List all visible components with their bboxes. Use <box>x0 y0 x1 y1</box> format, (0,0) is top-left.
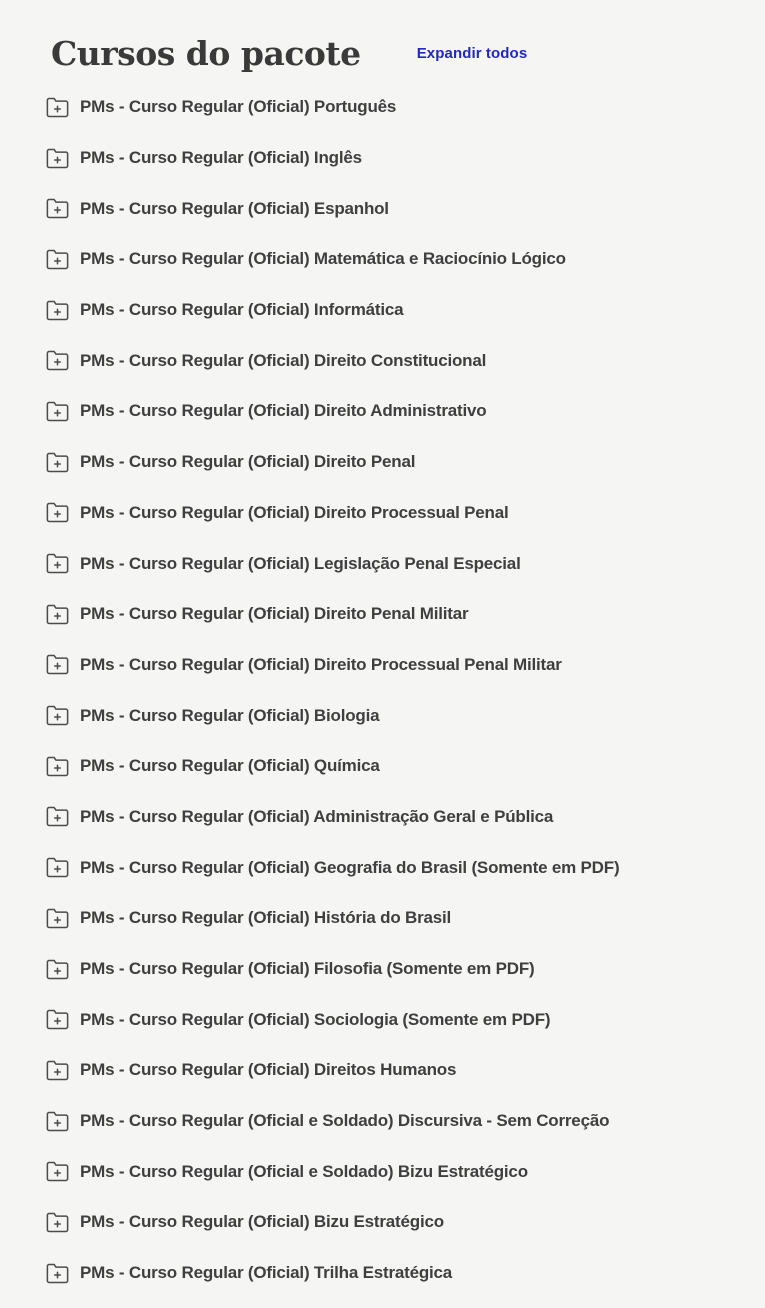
course-item[interactable] <box>46 1045 735 1096</box>
course-label: PMs - Curso Regular (Oficial) Legislação Penal Especial <box>80 553 521 573</box>
folder-plus-icon[interactable] <box>46 1212 69 1233</box>
course-label: PMs - Curso Regular (Oficial) Filosofia (Somente em PDF) <box>80 959 535 979</box>
folder-plus-icon[interactable] <box>46 300 69 321</box>
course-item[interactable] <box>46 538 735 589</box>
course-item[interactable] <box>46 1248 735 1299</box>
course-item[interactable] <box>46 285 735 336</box>
course-label: PMs - Curso Regular (Oficial) Direito Constitucional <box>80 350 487 370</box>
course-item[interactable] <box>46 1096 735 1147</box>
course-item[interactable] <box>46 82 735 133</box>
course-label: PMs - Curso Regular (Oficial) Matemática e Raciocínio Lógico <box>80 249 566 269</box>
page-title: Cursos do pacote <box>51 33 361 73</box>
course-list <box>46 82 735 1299</box>
folder-plus-icon[interactable] <box>46 705 69 726</box>
course-item[interactable] <box>46 488 735 539</box>
course-label: PMs - Curso Regular (Oficial) Informática <box>80 300 404 320</box>
course-label: PMs - Curso Regular (Oficial e Soldado) Discursiva - Sem Correção <box>80 1111 610 1131</box>
course-item[interactable] <box>46 944 735 995</box>
course-item[interactable] <box>46 893 735 944</box>
header <box>46 32 735 74</box>
course-label: PMs - Curso Regular (Oficial) Direito Processual Penal Militar <box>80 654 562 674</box>
folder-plus-icon[interactable] <box>46 1060 69 1081</box>
course-item[interactable] <box>46 842 735 893</box>
course-item[interactable] <box>46 335 735 386</box>
folder-plus-icon[interactable] <box>46 604 69 625</box>
folder-plus-icon[interactable] <box>46 97 69 118</box>
course-label: PMs - Curso Regular (Oficial) Geografia do Brasil (Somente em PDF) <box>80 857 620 877</box>
course-label: PMs - Curso Regular (Oficial) Química <box>80 756 380 776</box>
course-item[interactable] <box>46 437 735 488</box>
course-item[interactable] <box>46 234 735 285</box>
course-item[interactable] <box>46 1197 735 1248</box>
course-label: PMs - Curso Regular (Oficial) Inglês <box>80 148 362 168</box>
folder-plus-icon[interactable] <box>46 553 69 574</box>
course-label: PMs - Curso Regular (Oficial) Trilha Estratégica <box>80 1263 453 1283</box>
course-item[interactable] <box>46 183 735 234</box>
folder-plus-icon[interactable] <box>46 198 69 219</box>
folder-plus-icon[interactable] <box>46 401 69 422</box>
folder-plus-icon[interactable] <box>46 452 69 473</box>
course-label: PMs - Curso Regular (Oficial) Sociologia (Somente em PDF) <box>80 1009 551 1029</box>
course-label: PMs - Curso Regular (Oficial) História do Brasil <box>80 908 452 928</box>
folder-plus-icon[interactable] <box>46 1161 69 1182</box>
course-item[interactable] <box>46 386 735 437</box>
folder-plus-icon[interactable] <box>46 908 69 929</box>
course-label: PMs - Curso Regular (Oficial) Português <box>80 97 397 117</box>
course-label: PMs - Curso Regular (Oficial) Biologia <box>80 705 380 725</box>
course-item[interactable] <box>46 133 735 184</box>
course-label: PMs - Curso Regular (Oficial e Soldado) Bizu Estratégico <box>80 1161 528 1181</box>
course-item[interactable] <box>46 792 735 843</box>
course-label: PMs - Curso Regular (Oficial) Direitos Humanos <box>80 1060 457 1080</box>
folder-plus-icon[interactable] <box>46 1263 69 1284</box>
course-item[interactable] <box>46 589 735 640</box>
folder-plus-icon[interactable] <box>46 1009 69 1030</box>
folder-plus-icon[interactable] <box>46 959 69 980</box>
folder-plus-icon[interactable] <box>46 148 69 169</box>
course-label: PMs - Curso Regular (Oficial) Direito Processual Penal <box>80 502 509 522</box>
course-item[interactable] <box>46 690 735 741</box>
course-label: PMs - Curso Regular (Oficial) Bizu Estratégico <box>80 1212 444 1232</box>
folder-plus-icon[interactable] <box>46 502 69 523</box>
course-label: PMs - Curso Regular (Oficial) Administração Geral e Pública <box>80 806 554 826</box>
course-item[interactable] <box>46 741 735 792</box>
folder-plus-icon[interactable] <box>46 249 69 270</box>
folder-plus-icon[interactable] <box>46 654 69 675</box>
course-label: PMs - Curso Regular (Oficial) Direito Administrativo <box>80 401 487 421</box>
course-label: PMs - Curso Regular (Oficial) Direito Penal <box>80 452 416 472</box>
course-item[interactable] <box>46 1146 735 1197</box>
course-item[interactable] <box>46 994 735 1045</box>
folder-plus-icon[interactable] <box>46 1111 69 1132</box>
folder-plus-icon[interactable] <box>46 350 69 371</box>
course-label: PMs - Curso Regular (Oficial) Direito Penal Militar <box>80 604 469 624</box>
expand-all-link[interactable]: Expandir todos <box>416 44 528 62</box>
folder-plus-icon[interactable] <box>46 806 69 827</box>
folder-plus-icon[interactable] <box>46 756 69 777</box>
folder-plus-icon[interactable] <box>46 857 69 878</box>
course-label: PMs - Curso Regular (Oficial) Espanhol <box>80 198 389 218</box>
course-item[interactable] <box>46 640 735 691</box>
